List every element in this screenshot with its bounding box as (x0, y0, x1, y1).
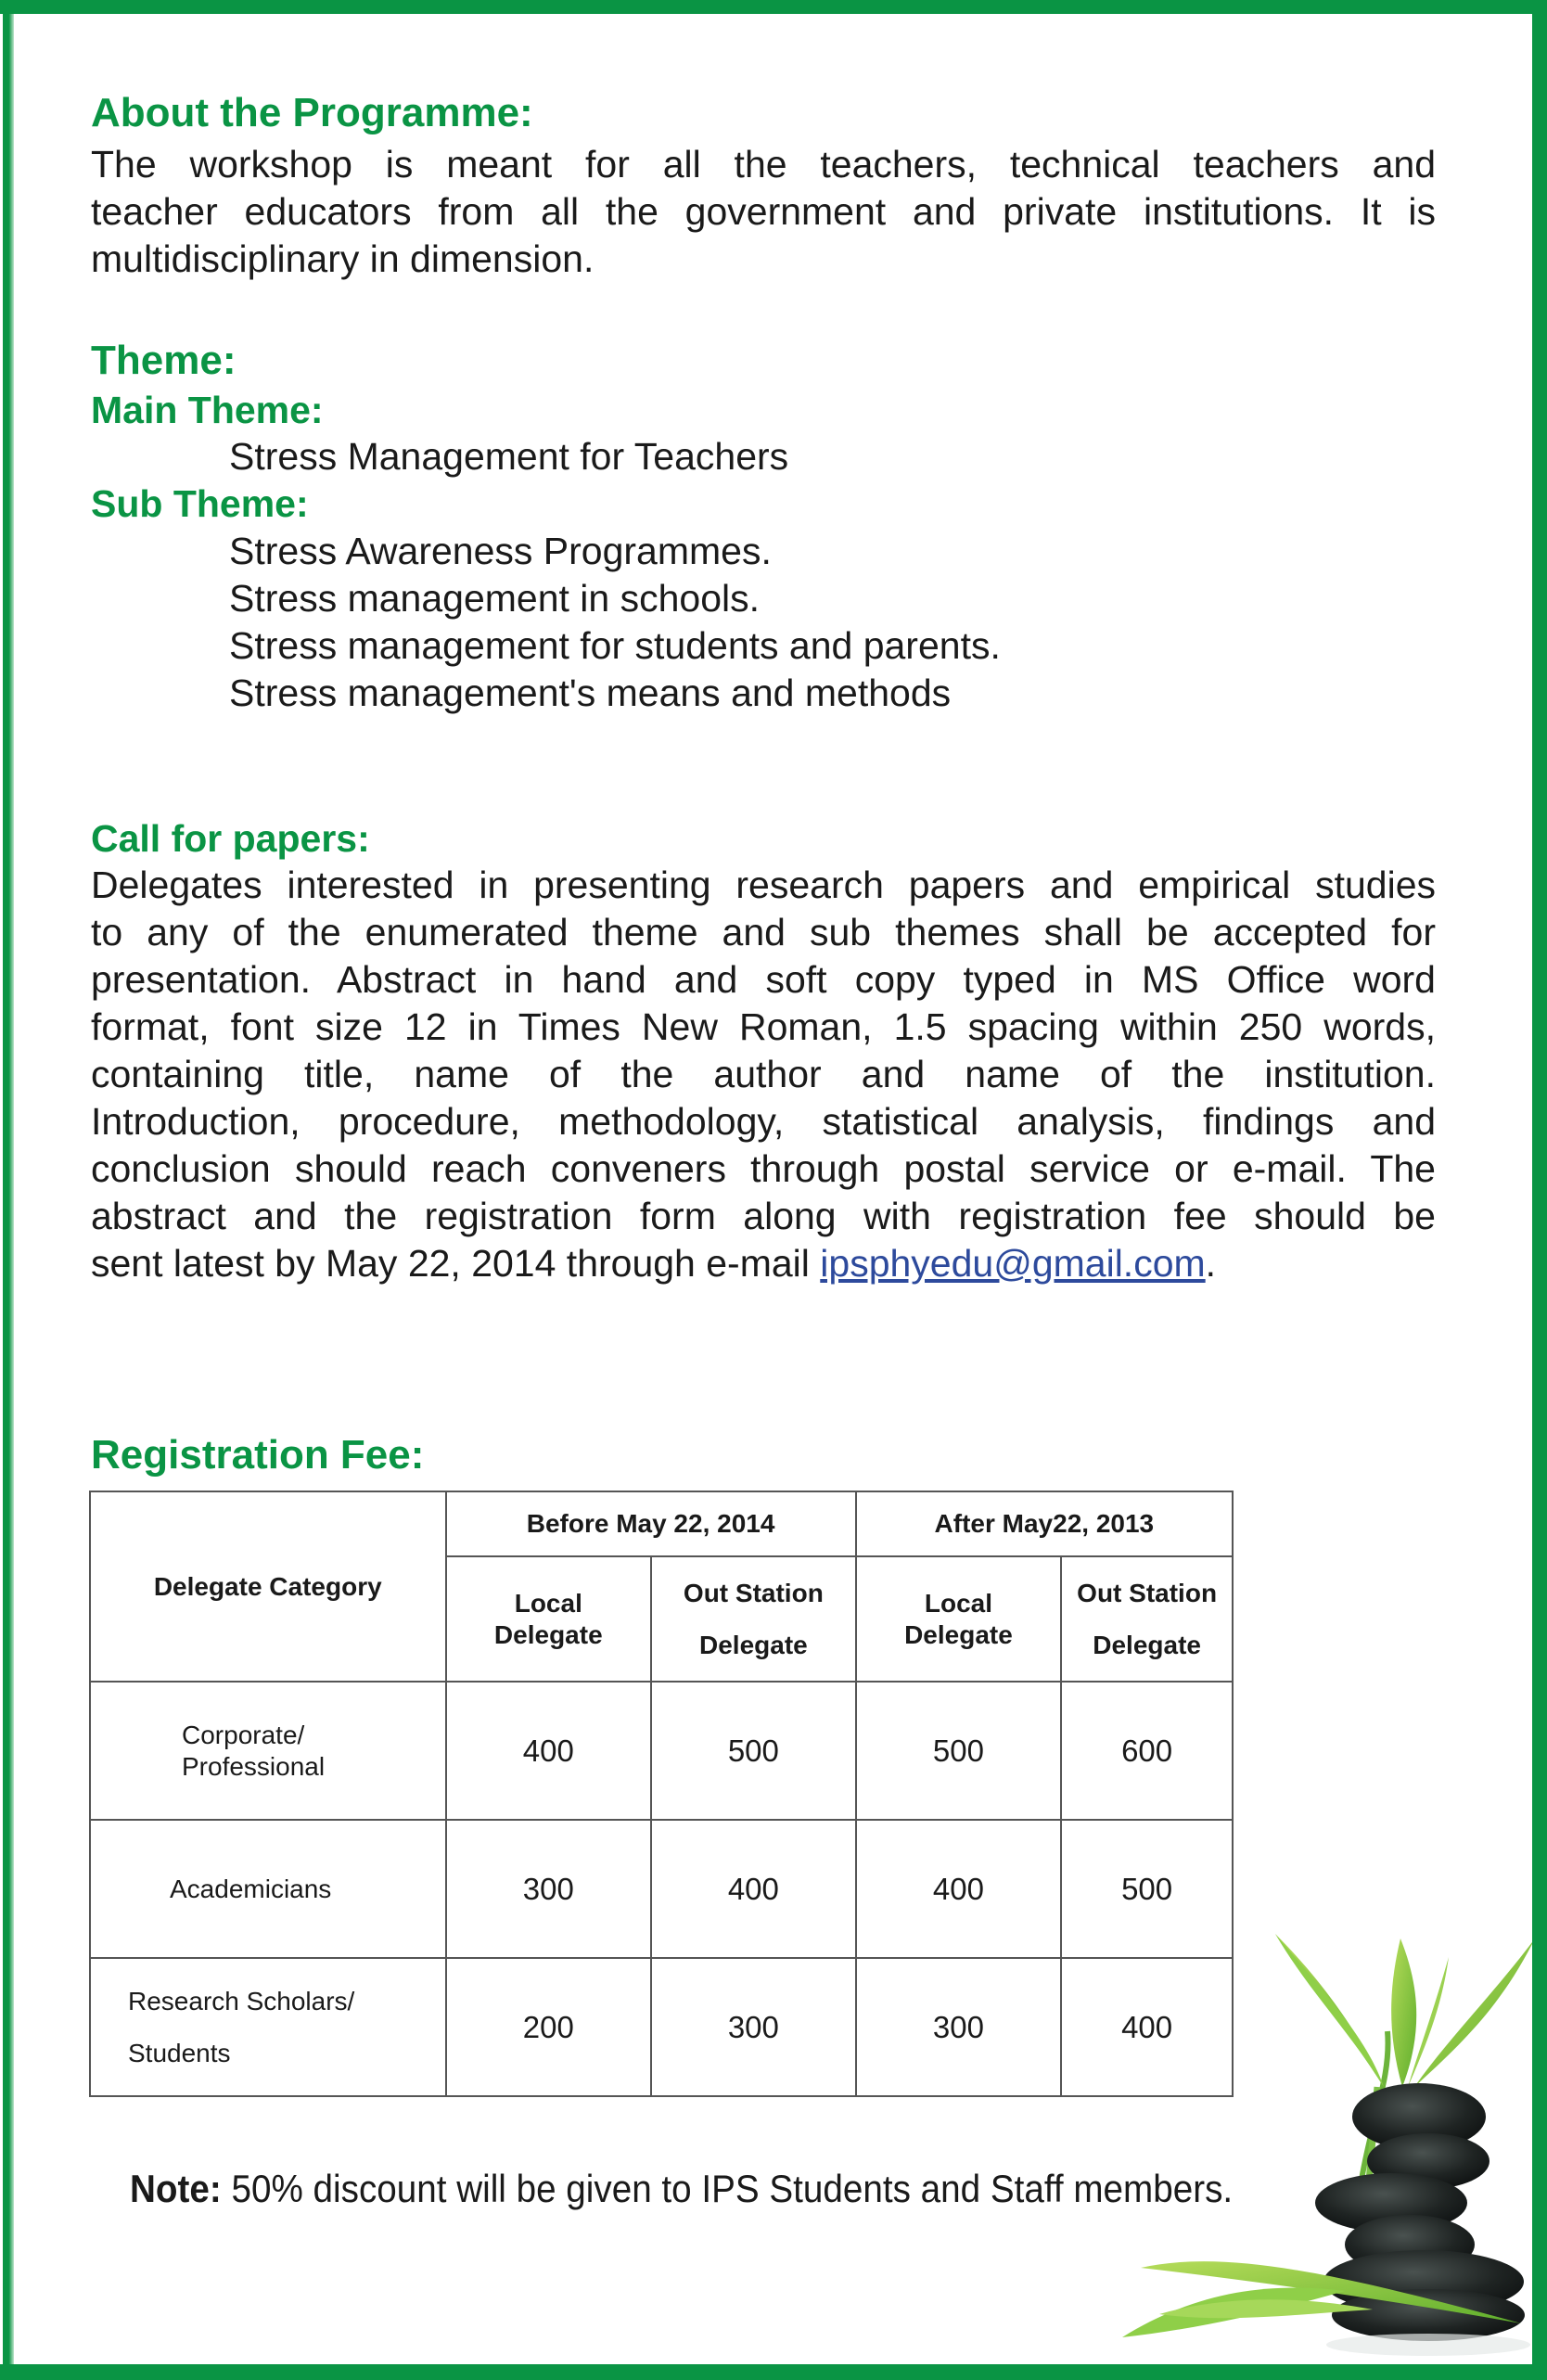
category-text: Professional (182, 1751, 326, 1781)
fee-cell: 500 (1061, 1820, 1233, 1958)
sub-theme-item: Stress management for students and parents. (229, 624, 1001, 667)
frame-border-top (0, 0, 1547, 14)
fee-cell: 500 (856, 1682, 1062, 1820)
cfp-line: conclusion should reach conveners through postal service or e-mail. The (91, 1147, 1436, 1190)
frame-border-left (3, 14, 14, 2364)
fee-cell: 400 (856, 1820, 1062, 1958)
fee-cell: 500 (651, 1682, 856, 1820)
sub-theme-item: Stress management in schools. (229, 577, 760, 620)
fee-cell: 300 (856, 1958, 1062, 2096)
discount-note (130, 2163, 1233, 2215)
fee-cell: 400 (1061, 1958, 1233, 2096)
category-cell (90, 1958, 446, 2096)
fee-cell: 400 (651, 1820, 856, 1958)
subheader-text: Delegate (904, 1619, 1013, 1649)
call-for-papers-heading: Call for papers: (91, 817, 370, 860)
registration-fee-heading: Registration Fee: (91, 1432, 425, 1478)
cfp-last-line (91, 1240, 1436, 1287)
cfp-line: containing title, name of the author and name of the institution. (91, 1053, 1436, 1095)
subheader-text: Local (924, 1588, 993, 1618)
cfp-line: presentation. Abstract in hand and soft copy typed in MS Office word (91, 958, 1436, 1001)
email-link[interactable]: ipsphyedu@gmail.com (820, 1242, 1206, 1285)
cfp-line: to any of the enumerated theme and sub themes shall be accepted for (91, 911, 1436, 953)
fee-cell: 400 (446, 1682, 652, 1820)
fee-cell: 600 (1061, 1682, 1233, 1820)
fee-cell: 300 (651, 1958, 856, 2096)
subheader-outstation-after (1061, 1556, 1233, 1682)
registration-fee-table (89, 1491, 1234, 2097)
fee-cell: 300 (446, 1820, 652, 1958)
category-text: Academicians (170, 1874, 332, 1903)
period-header-after: After May22, 2013 (856, 1491, 1233, 1556)
sub-theme-heading: Sub Theme: (91, 482, 309, 525)
table-header-row (90, 1491, 1233, 1556)
main-theme-item: Stress Management for Teachers (229, 435, 789, 478)
table-row (90, 1682, 1233, 1820)
theme-heading: Theme: (91, 338, 237, 383)
sub-theme-item: Stress Awareness Programmes. (229, 530, 772, 572)
subheader-text: Out Station (683, 1578, 824, 1607)
subheader-text: Local (514, 1588, 582, 1618)
subheader-text: Delegate (493, 1619, 603, 1649)
about-line: multidisciplinary in dimension. (91, 237, 595, 280)
category-text: Corporate/ (182, 1720, 305, 1749)
table-row (90, 1958, 1233, 2096)
call-for-papers-paragraph (91, 862, 1436, 1287)
sub-theme-item: Stress management's means and methods (229, 672, 952, 714)
subheader-text: Delegate (699, 1630, 808, 1659)
category-cell (90, 1820, 446, 1958)
category-text: Students (128, 2038, 231, 2067)
subheader-text: Out Station (1077, 1578, 1218, 1607)
subheader-outstation-before (651, 1556, 856, 1682)
main-theme-heading: Main Theme: (91, 389, 324, 431)
zen-stones-bamboo-icon (1113, 1901, 1532, 2364)
subheader-local-before (446, 1556, 652, 1682)
frame-border-right (1532, 0, 1547, 2380)
about-paragraph (91, 141, 1436, 283)
category-column-header: Delegate Category (90, 1491, 446, 1682)
about-line: The workshop is meant for all the teachers, technical teachers and (91, 143, 1436, 186)
about-heading: About the Programme: (91, 90, 533, 135)
cfp-line: format, font size 12 in Times New Roman, 1.5 spacing within 250 words, (91, 1005, 1436, 1048)
note-text: 50% discount will be given to IPS Students and Staff members. (221, 2167, 1234, 2210)
category-cell (90, 1682, 446, 1820)
about-line: teacher educators from all the government and private institutions. It is (91, 190, 1436, 233)
note-label: Note: (130, 2167, 222, 2210)
frame-border-bottom (0, 2364, 1547, 2380)
cfp-line: abstract and the registration form along with registration fee should be (91, 1195, 1436, 1237)
category-text: Research Scholars/ (128, 1986, 355, 2015)
cfp-last-line-text: sent latest by May 22, 2014 through e-mail (91, 1242, 821, 1285)
subheader-text: Delegate (1093, 1630, 1201, 1659)
cfp-line: Introduction, procedure, methodology, statistical analysis, findings and (91, 1100, 1436, 1143)
table-row (90, 1820, 1233, 1958)
cfp-last-line-period: . (1205, 1242, 1217, 1285)
period-header-before: Before May 22, 2014 (446, 1491, 856, 1556)
fee-cell: 200 (446, 1958, 652, 2096)
subheader-local-after (856, 1556, 1062, 1682)
cfp-line: Delegates interested in presenting research papers and empirical studies (91, 864, 1436, 906)
